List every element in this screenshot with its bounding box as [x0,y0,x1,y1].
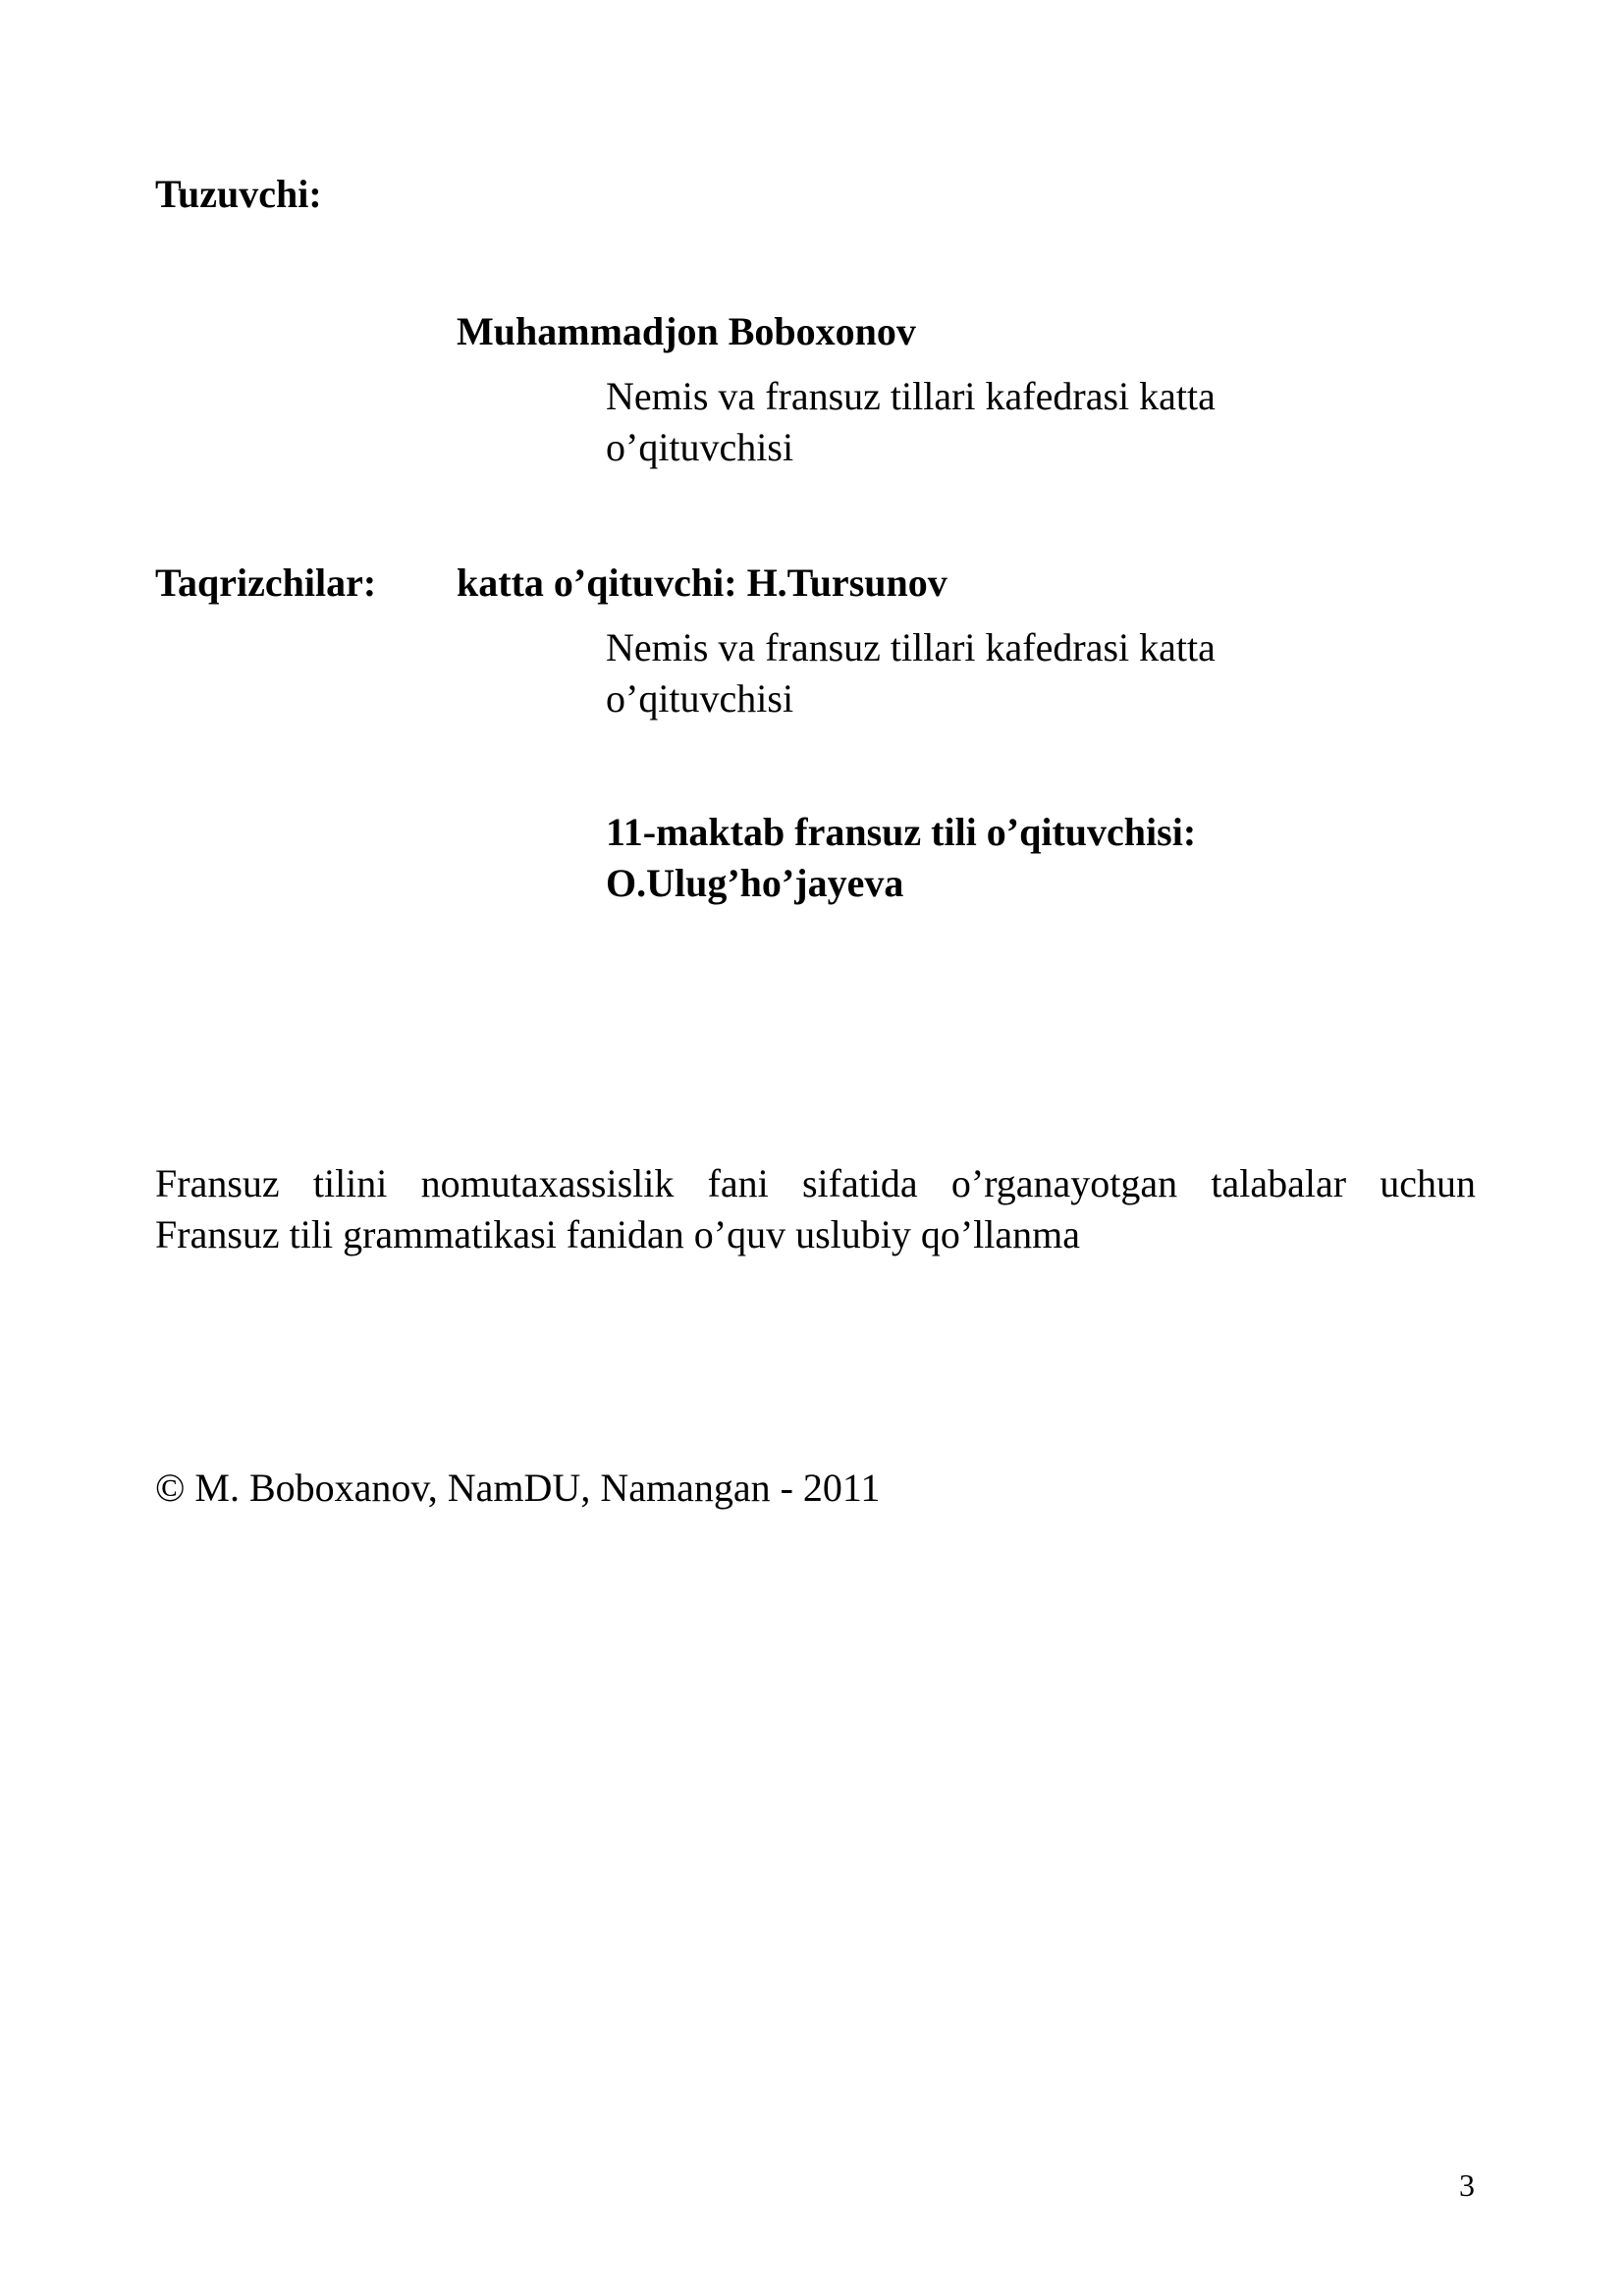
compiler-position-line-1: Nemis va fransuz tillari kafedrasi katta [606,374,1216,418]
description-line-2: Fransuz tili grammatikasi fanidan o’quv uslubiy qo’llanma [155,1212,1081,1256]
reviewer-2-line-1: 11-maktab fransuz tili o’qituvchisi: [606,810,1197,854]
page-number: 3 [1459,2167,1475,2203]
reviewer-1-name: katta o’qituvchi: H.Tursunov [457,561,947,605]
reviewer-2-line-2: O.Ulug’ho’jayeva [606,861,904,905]
reviewer-1-position-line-1: Nemis va fransuz tillari kafedrasi katta [606,625,1216,669]
compiler-position-line-2: o’qituvchisi [606,425,794,469]
copyright-notice: © M. Boboxanov, NamDU, Namangan - 2011 [155,1466,881,1510]
compiler-heading: Tuzuvchi: [155,172,322,216]
compiler-name: Muhammadjon Boboxonov [457,309,916,353]
description-paragraph [155,1158,1476,1260]
description-line-1: Fransuz tilini nomutaxassislik fani sifatida o’rganayotgan talabalar uchun [155,1161,1476,1205]
reviewer-1-position-line-2: o’qituvchisi [606,676,794,721]
reviewers-heading: Taqrizchilar: [155,561,377,605]
